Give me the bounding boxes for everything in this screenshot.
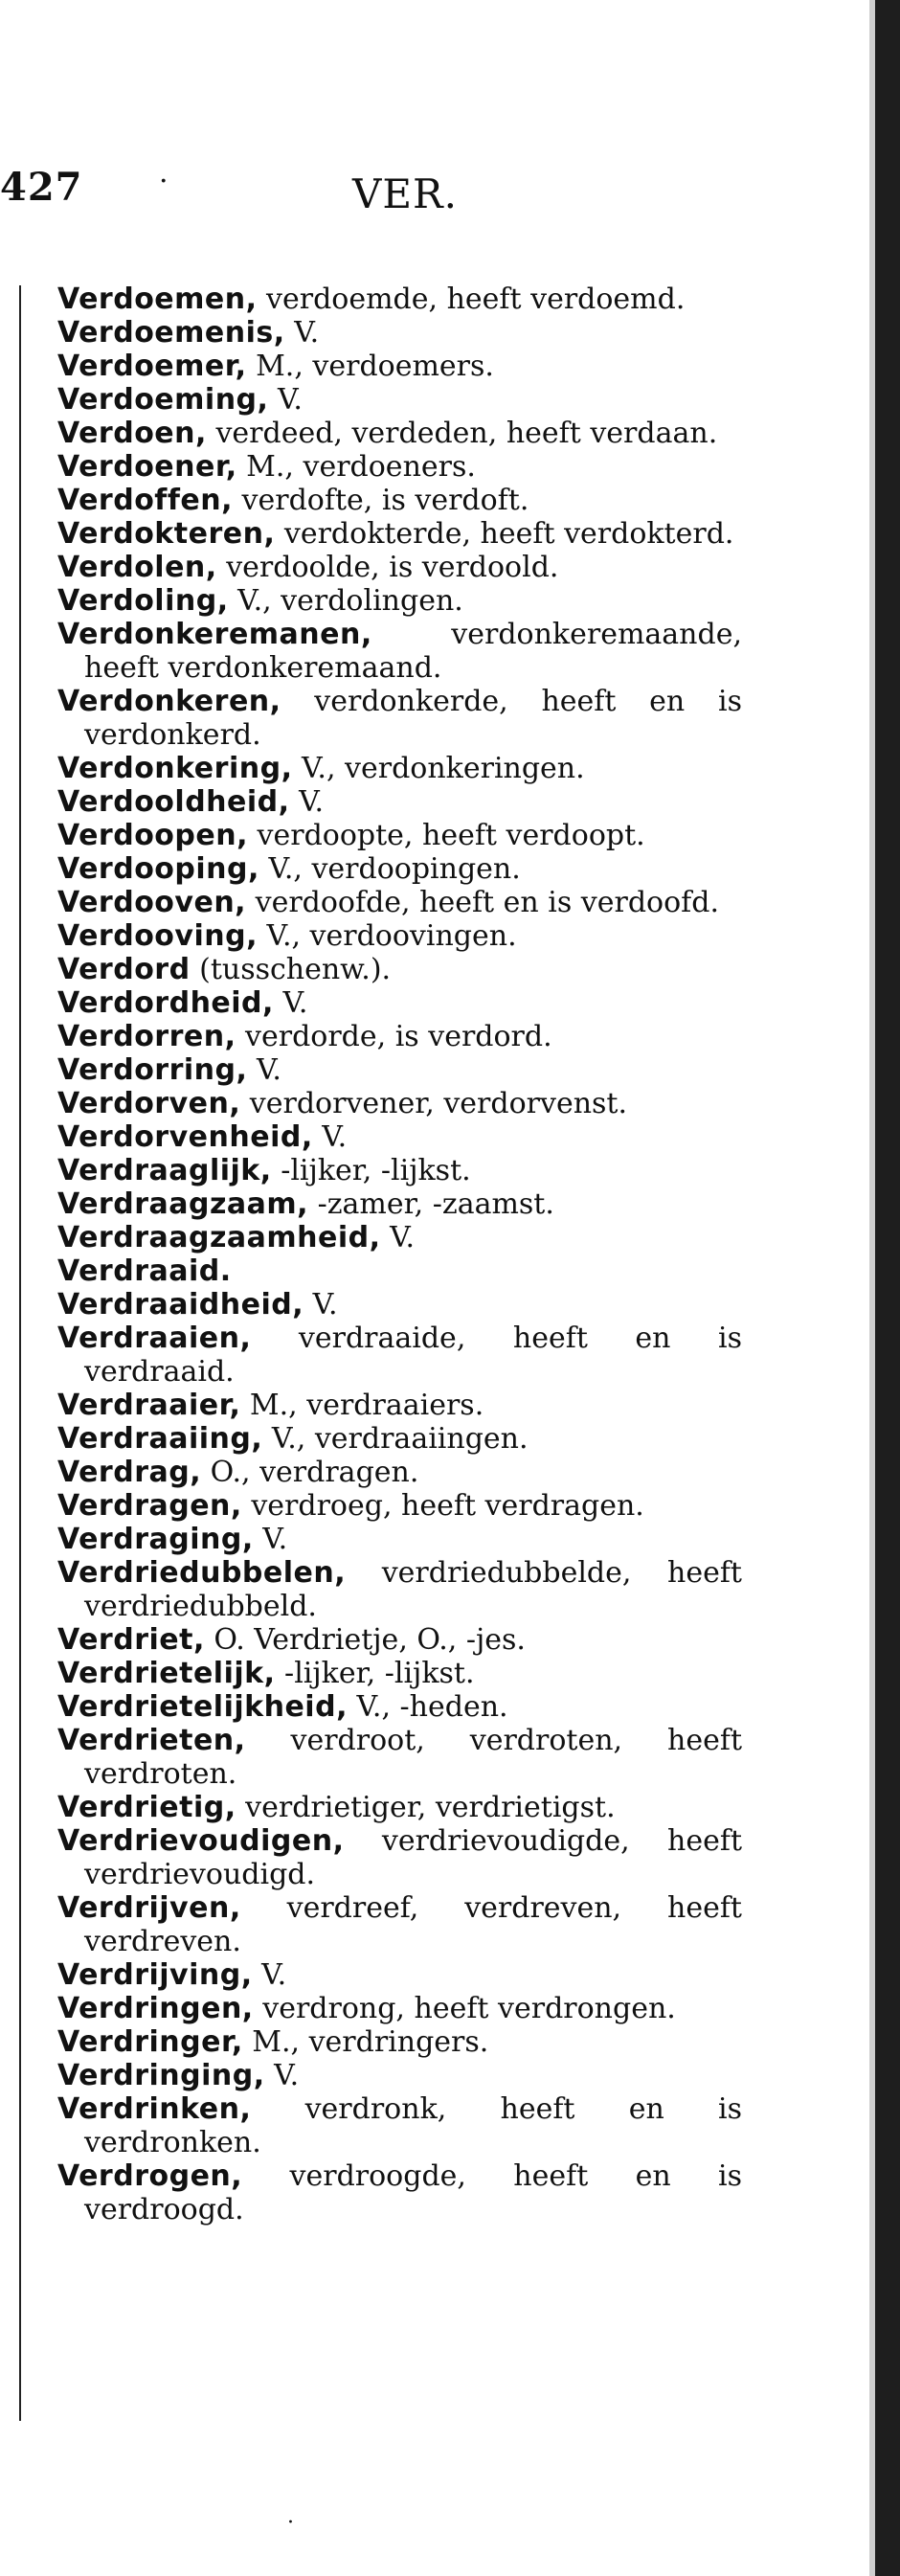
entry-definition: verdrievoudigde, heeft verdrievoudigd.: [84, 1824, 742, 1891]
entry-headword: Verdorven,: [57, 1087, 241, 1120]
entry-headword: Verdoffen,: [57, 484, 234, 517]
entry-headword: Verdringer,: [57, 2025, 243, 2059]
dictionary-entry: [57, 484, 742, 517]
entry-headword: Verdraaier,: [57, 1389, 241, 1422]
dictionary-entry: [57, 1154, 742, 1187]
dictionary-entry: [57, 986, 742, 1020]
dictionary-entry: [57, 852, 742, 886]
entry-headword: Verdrietelijk,: [57, 1657, 276, 1690]
dictionary-entry: [57, 417, 742, 450]
entry-definition: V.: [268, 383, 303, 417]
dictionary-entry: [57, 584, 742, 618]
entry-headword: Verdrietig,: [57, 1791, 236, 1824]
entry-headword: Verdraagzaam,: [57, 1187, 309, 1221]
dictionary-entry: [57, 618, 742, 685]
entry-definition: V.: [247, 1053, 281, 1087]
entry-headword: Verdrijven,: [57, 1891, 241, 1925]
entry-headword: Verdoemer,: [57, 350, 247, 383]
entry-definition: V., verdoovingen.: [257, 919, 517, 953]
entry-headword: Verdoopen,: [57, 819, 248, 852]
entry-definition: M., verdoeners.: [236, 450, 476, 484]
dictionary-entry: [57, 1623, 742, 1657]
entry-headword: Verdorring,: [57, 1053, 248, 1087]
entry-headword: Verdraagzaamheid,: [57, 1221, 381, 1254]
entry-definition: verdoolde, is verdoold.: [216, 551, 559, 584]
dictionary-entry: [57, 1992, 742, 2025]
entry-definition: V., verdolingen.: [228, 584, 463, 618]
entry-definition: V.: [312, 1120, 348, 1154]
entry-definition: V.: [253, 1523, 288, 1556]
entry-headword: Verdooving,: [57, 919, 258, 953]
entry-headword: Verdoemenis,: [57, 316, 285, 350]
entry-headword: Verdragen,: [57, 1489, 242, 1523]
dictionary-entry: [57, 316, 742, 350]
entry-headword: Verdoen,: [57, 417, 207, 450]
entry-definition: V.: [252, 1958, 287, 1992]
entry-definition: V.: [289, 785, 325, 819]
dictionary-entry: [57, 1288, 742, 1322]
dictionary-entry: [57, 1322, 742, 1389]
dictionary-entry: [57, 819, 742, 852]
dictionary-entry: [57, 1690, 742, 1724]
dictionary-entry: [57, 1523, 742, 1556]
header-dot: ·: [159, 165, 169, 198]
entry-definition: verdroeg, heeft verdragen.: [241, 1489, 644, 1523]
entry-headword: Verdoeming,: [57, 383, 269, 417]
entry-headword: Verdoling,: [57, 584, 229, 618]
entry-definition: verdrietiger, verdrietigst.: [236, 1791, 616, 1824]
dictionary-entry: [57, 1489, 742, 1523]
entry-definition: V., -heden.: [347, 1690, 508, 1724]
entry-definition: V.: [264, 2059, 300, 2092]
entry-definition: V.: [380, 1221, 416, 1254]
entry-definition: -lijker, -lijkst.: [275, 1657, 475, 1690]
entry-definition: verdriedubbelde, heeft verdriedubbeld.: [84, 1556, 742, 1623]
dictionary-entry: [57, 1456, 742, 1489]
entry-definition: V., verdonkeringen.: [292, 752, 585, 785]
entry-headword: Verdringing,: [57, 2059, 265, 2092]
dictionary-entry: [57, 350, 742, 383]
page-binding-shadow: [875, 0, 900, 2576]
dictionary-entry: [57, 752, 742, 785]
dictionary-entry: [57, 2025, 742, 2059]
entry-definition: verdofte, is verdoft.: [233, 484, 529, 517]
dictionary-entry: [57, 1221, 742, 1254]
entry-headword: Verdonkeremanen,: [57, 618, 372, 651]
entry-definition: verdokterde, heeft verdokterd.: [275, 517, 734, 551]
entry-definition: (tusschenw.).: [190, 953, 392, 986]
dictionary-entry: [57, 1724, 742, 1791]
entry-headword: Verdord: [57, 953, 191, 986]
dictionary-entry: [57, 1020, 742, 1053]
entry-headword: Verdraaidheid,: [57, 1288, 304, 1322]
column-rule: [19, 285, 21, 2421]
entry-headword: Verdooping,: [57, 852, 259, 886]
entry-headword: Verdorvenheid,: [57, 1120, 313, 1154]
entry-headword: Verdonkeren,: [57, 685, 281, 718]
entry-headword: Verdraaien,: [57, 1322, 252, 1355]
entry-definition: M., verdringers.: [242, 2025, 489, 2059]
dictionary-entry: [57, 1187, 742, 1221]
entry-headword: Verdraaid.: [57, 1254, 232, 1288]
entry-definition: verdoofde, heeft en is verdoofd.: [246, 886, 719, 919]
entry-headword: Verdrietelijkheid,: [57, 1690, 348, 1724]
entry-headword: Verdooven,: [57, 886, 247, 919]
dictionary-entry: [57, 1657, 742, 1690]
entry-definition: -lijker, -lijkst.: [271, 1154, 471, 1187]
dictionary-entry: [57, 1556, 742, 1623]
dictionary-entry: [57, 953, 742, 986]
dictionary-entry: [57, 685, 742, 752]
entry-definition: verdroogde, heeft en is verdroogd.: [84, 2159, 742, 2226]
entry-definition: O. Verdrietje, O., -jes.: [204, 1623, 526, 1657]
entry-definition: verdrong, heeft verdrongen.: [253, 1992, 676, 2025]
dictionary-entries: [57, 282, 742, 2226]
entry-headword: Verdoener,: [57, 450, 237, 484]
dictionary-entry: [57, 450, 742, 484]
entry-definition: verdraaide, heeft en is verdraaid.: [84, 1322, 742, 1389]
entry-headword: Verdrievoudigen,: [57, 1824, 345, 1858]
dictionary-entry: [57, 2159, 742, 2226]
entry-definition: verdoemde, heeft verdoemd.: [257, 282, 686, 316]
entry-headword: Verdrieten,: [57, 1724, 246, 1757]
entry-headword: Verdokteren,: [57, 517, 276, 551]
entry-definition: verdorvener, verdorvenst.: [240, 1087, 628, 1120]
entry-headword: Verdriedubbelen,: [57, 1556, 347, 1590]
entry-headword: Verdolen,: [57, 551, 217, 584]
dictionary-entry: [57, 551, 742, 584]
dictionary-entry: [57, 1120, 742, 1154]
dictionary-entry: [57, 919, 742, 953]
entry-headword: Verdraging,: [57, 1523, 254, 1556]
dictionary-entry: [57, 1891, 742, 1958]
dictionary-entry: [57, 383, 742, 417]
entry-definition: V., verdoopingen.: [259, 852, 521, 886]
entry-headword: Verdrogen,: [57, 2159, 243, 2193]
entry-headword: Verdooldheid,: [57, 785, 290, 819]
entry-headword: Verdringen,: [57, 1992, 254, 2025]
entry-definition: verdreef, verdreven, heeft verdreven.: [84, 1891, 742, 1958]
entry-headword: Verdrag,: [57, 1456, 202, 1489]
entry-definition: verdronk, heeft en is verdronken.: [84, 2092, 742, 2159]
entry-headword: Verdordheid,: [57, 986, 274, 1020]
entry-definition: M., verdraaiers.: [240, 1389, 484, 1422]
footer-dot: ·: [287, 2511, 294, 2535]
dictionary-entry: [57, 785, 742, 819]
dictionary-entry: [57, 517, 742, 551]
dictionary-entry: [57, 1824, 742, 1891]
dictionary-entry: [57, 1422, 742, 1456]
dictionary-entry: [57, 886, 742, 919]
running-head: VER.: [352, 170, 458, 217]
entry-definition: verdroot, verdroten, heeft verdroten.: [84, 1724, 742, 1791]
dictionary-entry: [57, 1791, 742, 1824]
entry-definition: -zamer, -zaamst.: [308, 1187, 554, 1221]
entry-definition: verdoopte, heeft verdoopt.: [248, 819, 645, 852]
dictionary-entry: [57, 282, 742, 316]
entry-definition: V.: [304, 1288, 338, 1322]
dictionary-entry: [57, 1254, 742, 1288]
dictionary-entry: [57, 1087, 742, 1120]
entry-headword: Verdoemen,: [57, 282, 258, 316]
entry-definition: V.: [273, 986, 308, 1020]
dictionary-entry: [57, 1389, 742, 1422]
entry-definition: V.: [284, 316, 320, 350]
entry-headword: Verdonkering,: [57, 752, 293, 785]
entry-definition: O., verdragen.: [201, 1456, 419, 1489]
dictionary-entry: [57, 2092, 742, 2159]
entry-headword: Verdorren,: [57, 1020, 236, 1053]
dictionary-entry: [57, 1053, 742, 1087]
entry-headword: Verdriet,: [57, 1623, 205, 1657]
entry-headword: Verdrinken,: [57, 2092, 252, 2126]
entry-headword: Verdrijving,: [57, 1958, 253, 1992]
entry-definition: V., verdraaiingen.: [262, 1422, 529, 1456]
entry-headword: Verdraaglijk,: [57, 1154, 272, 1187]
entry-definition: verdorde, is verdord.: [236, 1020, 552, 1053]
entry-definition: verdonkeremaande, heeft verdonkeremaand.: [84, 618, 742, 685]
entry-definition: verdonkerde, heeft en is verdonkerd.: [84, 685, 742, 752]
entry-definition: verdeed, verdeden, heeft verdaan.: [206, 417, 718, 450]
dictionary-entry: [57, 1958, 742, 1992]
entry-headword: Verdraaiing,: [57, 1422, 263, 1456]
entry-definition: M., verdoemers.: [246, 350, 494, 383]
dictionary-entry: [57, 2059, 742, 2092]
page-number: 427: [0, 165, 83, 210]
